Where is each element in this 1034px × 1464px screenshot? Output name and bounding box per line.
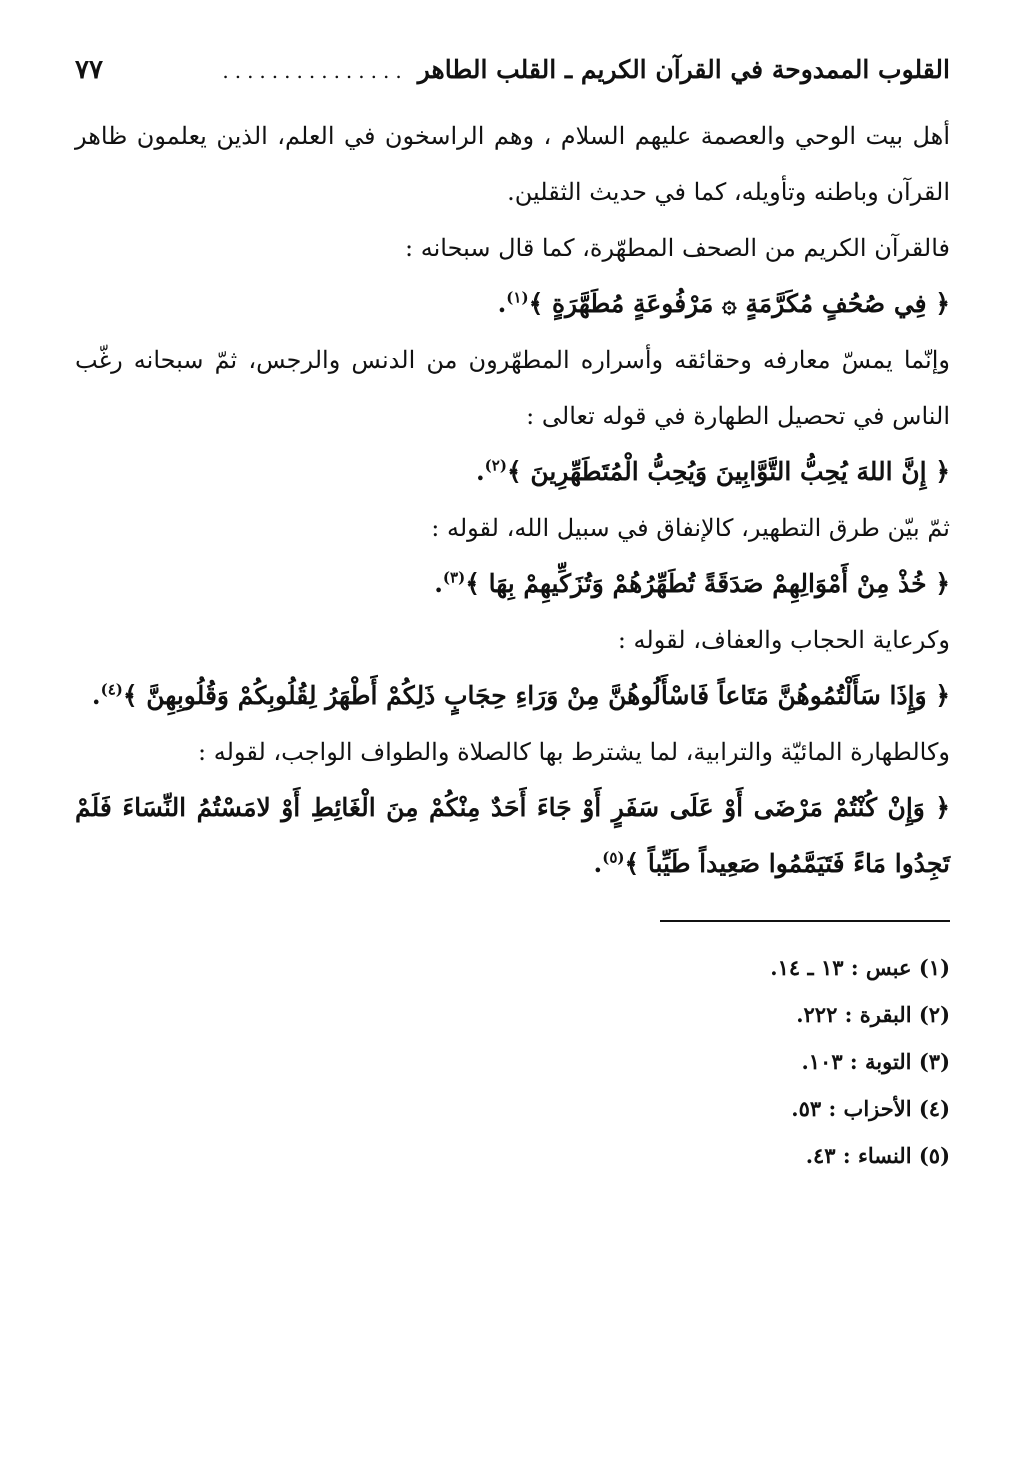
footnote — [75, 1085, 950, 1132]
header-title: القلوب الممدوحة في القرآن الكريم ـ القلب الطاهر — [417, 55, 950, 84]
quran-verse: ﴿ إِنَّ اللهَ يُحِبُّ التَّوَّابِينَ وَيُحِبُّ الْمُتَطَهِّرِينَ ﴾$^{(٢)}$. — [475, 456, 950, 486]
page-number: ٧٧ — [75, 55, 103, 85]
footnote-ref: (٣) — [442, 568, 466, 587]
paragraph: فالقرآن الكريم من الصحف المطهّرة، كما قال سبحانه : — [405, 234, 950, 262]
verse-open-bracket: ﴿ — [935, 289, 950, 318]
header-leader-dots: ............... — [222, 59, 408, 83]
footnote — [75, 1132, 950, 1179]
verse-close-bracket: ﴾ — [506, 457, 522, 486]
quran-verse: ﴿ خُذْ مِنْ أَمْوَالِهِمْ صَدَقَةً تُطَهِّرُهُمْ وَتُزَكِّيهِمْ بِهَا ﴾$^{(٣)}$. — [434, 568, 950, 598]
quran-verse: ﴿ وَإِذَا سَأَلْتُمُوهُنَّ مَتَاعاً فَاسْأَلُوهُنَّ مِنْ وَرَاءِ حِجَابٍ ذَلِكُمْ أَطْهَرُ لِقُلُوبِكُمْ وَقُلُوبِهِنَّ ﴾$^{(٤)}$. — [91, 680, 950, 710]
verse-close-bracket: ﴾ — [528, 289, 544, 318]
footnote — [75, 991, 950, 1038]
footnotes — [75, 944, 950, 1179]
footnote-text: التوبة : ١٠٣. — [801, 1049, 912, 1074]
footnote-text: النساء : ٤٣. — [805, 1143, 912, 1168]
footnote-number: (٥) — [918, 1143, 950, 1168]
running-header — [75, 40, 950, 100]
footnote-number: (١) — [918, 955, 950, 980]
verse-close-bracket: ﴾ — [465, 569, 480, 598]
footnote-ref: (٥) — [602, 848, 625, 867]
verse-open-bracket: ﴿ — [935, 457, 950, 486]
verse-open-bracket: ﴿ — [935, 569, 950, 598]
footnote-text: البقرة : ٢٢٢. — [796, 1002, 912, 1027]
footnote-number: (٤) — [918, 1096, 950, 1121]
verse-close-bracket: ﴾ — [122, 681, 138, 710]
paragraph: وكالطهارة المائيّة والترابية، لما يشترط بها كالصلاة والطواف الواجب، لقوله : — [198, 738, 950, 766]
footnote — [75, 944, 950, 991]
footnote-number: (٢) — [918, 1002, 950, 1027]
verse-open-bracket: ﴿ — [935, 793, 950, 822]
quran-verse: ﴿ فِي صُحُفٍ مُكَرَّمَةٍ ۞ مَرْفُوعَةٍ مُطَهَّرَةٍ ﴾$^{(١)}$. — [497, 288, 950, 318]
paragraph: أهل بيت الوحي والعصمة عليهم السلام ، وهم الراسخون في العلم، الذين يعلمون ظاهر القرآن وباطنه وتأويله، كما في حديث الثقلين. — [75, 122, 950, 206]
main-text — [75, 108, 950, 892]
footnote — [75, 1038, 950, 1085]
paragraph: وإنّما يمسّ معارفه وحقائقه وأسراره المطهّرون من الدنس والرجس، ثمّ سبحانه رغّب الناس في تحصيل الطهارة في قوله تعالى : — [75, 346, 950, 430]
footnote-ref: (١) — [506, 288, 529, 307]
paragraph: ثمّ بيّن طرق التطهير، كالإنفاق في سبيل الله، لقوله : — [431, 514, 950, 542]
footnote-text: الأحزاب : ٥٣. — [791, 1096, 912, 1121]
book-page — [75, 40, 950, 1424]
footnote-separator — [660, 920, 950, 922]
paragraph: وكرعاية الحجاب والعفاف، لقوله : — [617, 626, 950, 654]
quran-verse: ﴿ وَإِنْ كُنْتُمْ مَرْضَى أَوْ عَلَى سَفَرٍ أَوْ جَاءَ أَحَدٌ مِنْكُمْ مِنَ الْغَائِطِ أَوْ لامَسْتُمُ النِّسَاءَ فَلَمْ تَجِدُوا مَاءً فَتَيَمَّمُوا صَعِيداً طَيِّباً ﴾$^{(٥)}$. — [75, 793, 950, 878]
footnote-text: عبس : ١٣ ـ ١٤. — [770, 955, 912, 980]
verse-close-bracket: ﴾ — [624, 849, 640, 878]
verse-open-bracket: ﴿ — [935, 681, 950, 710]
footnote-ref: (٤) — [100, 680, 123, 699]
footnote-ref: (٢) — [484, 456, 507, 475]
footnote-number: (٣) — [918, 1049, 950, 1074]
